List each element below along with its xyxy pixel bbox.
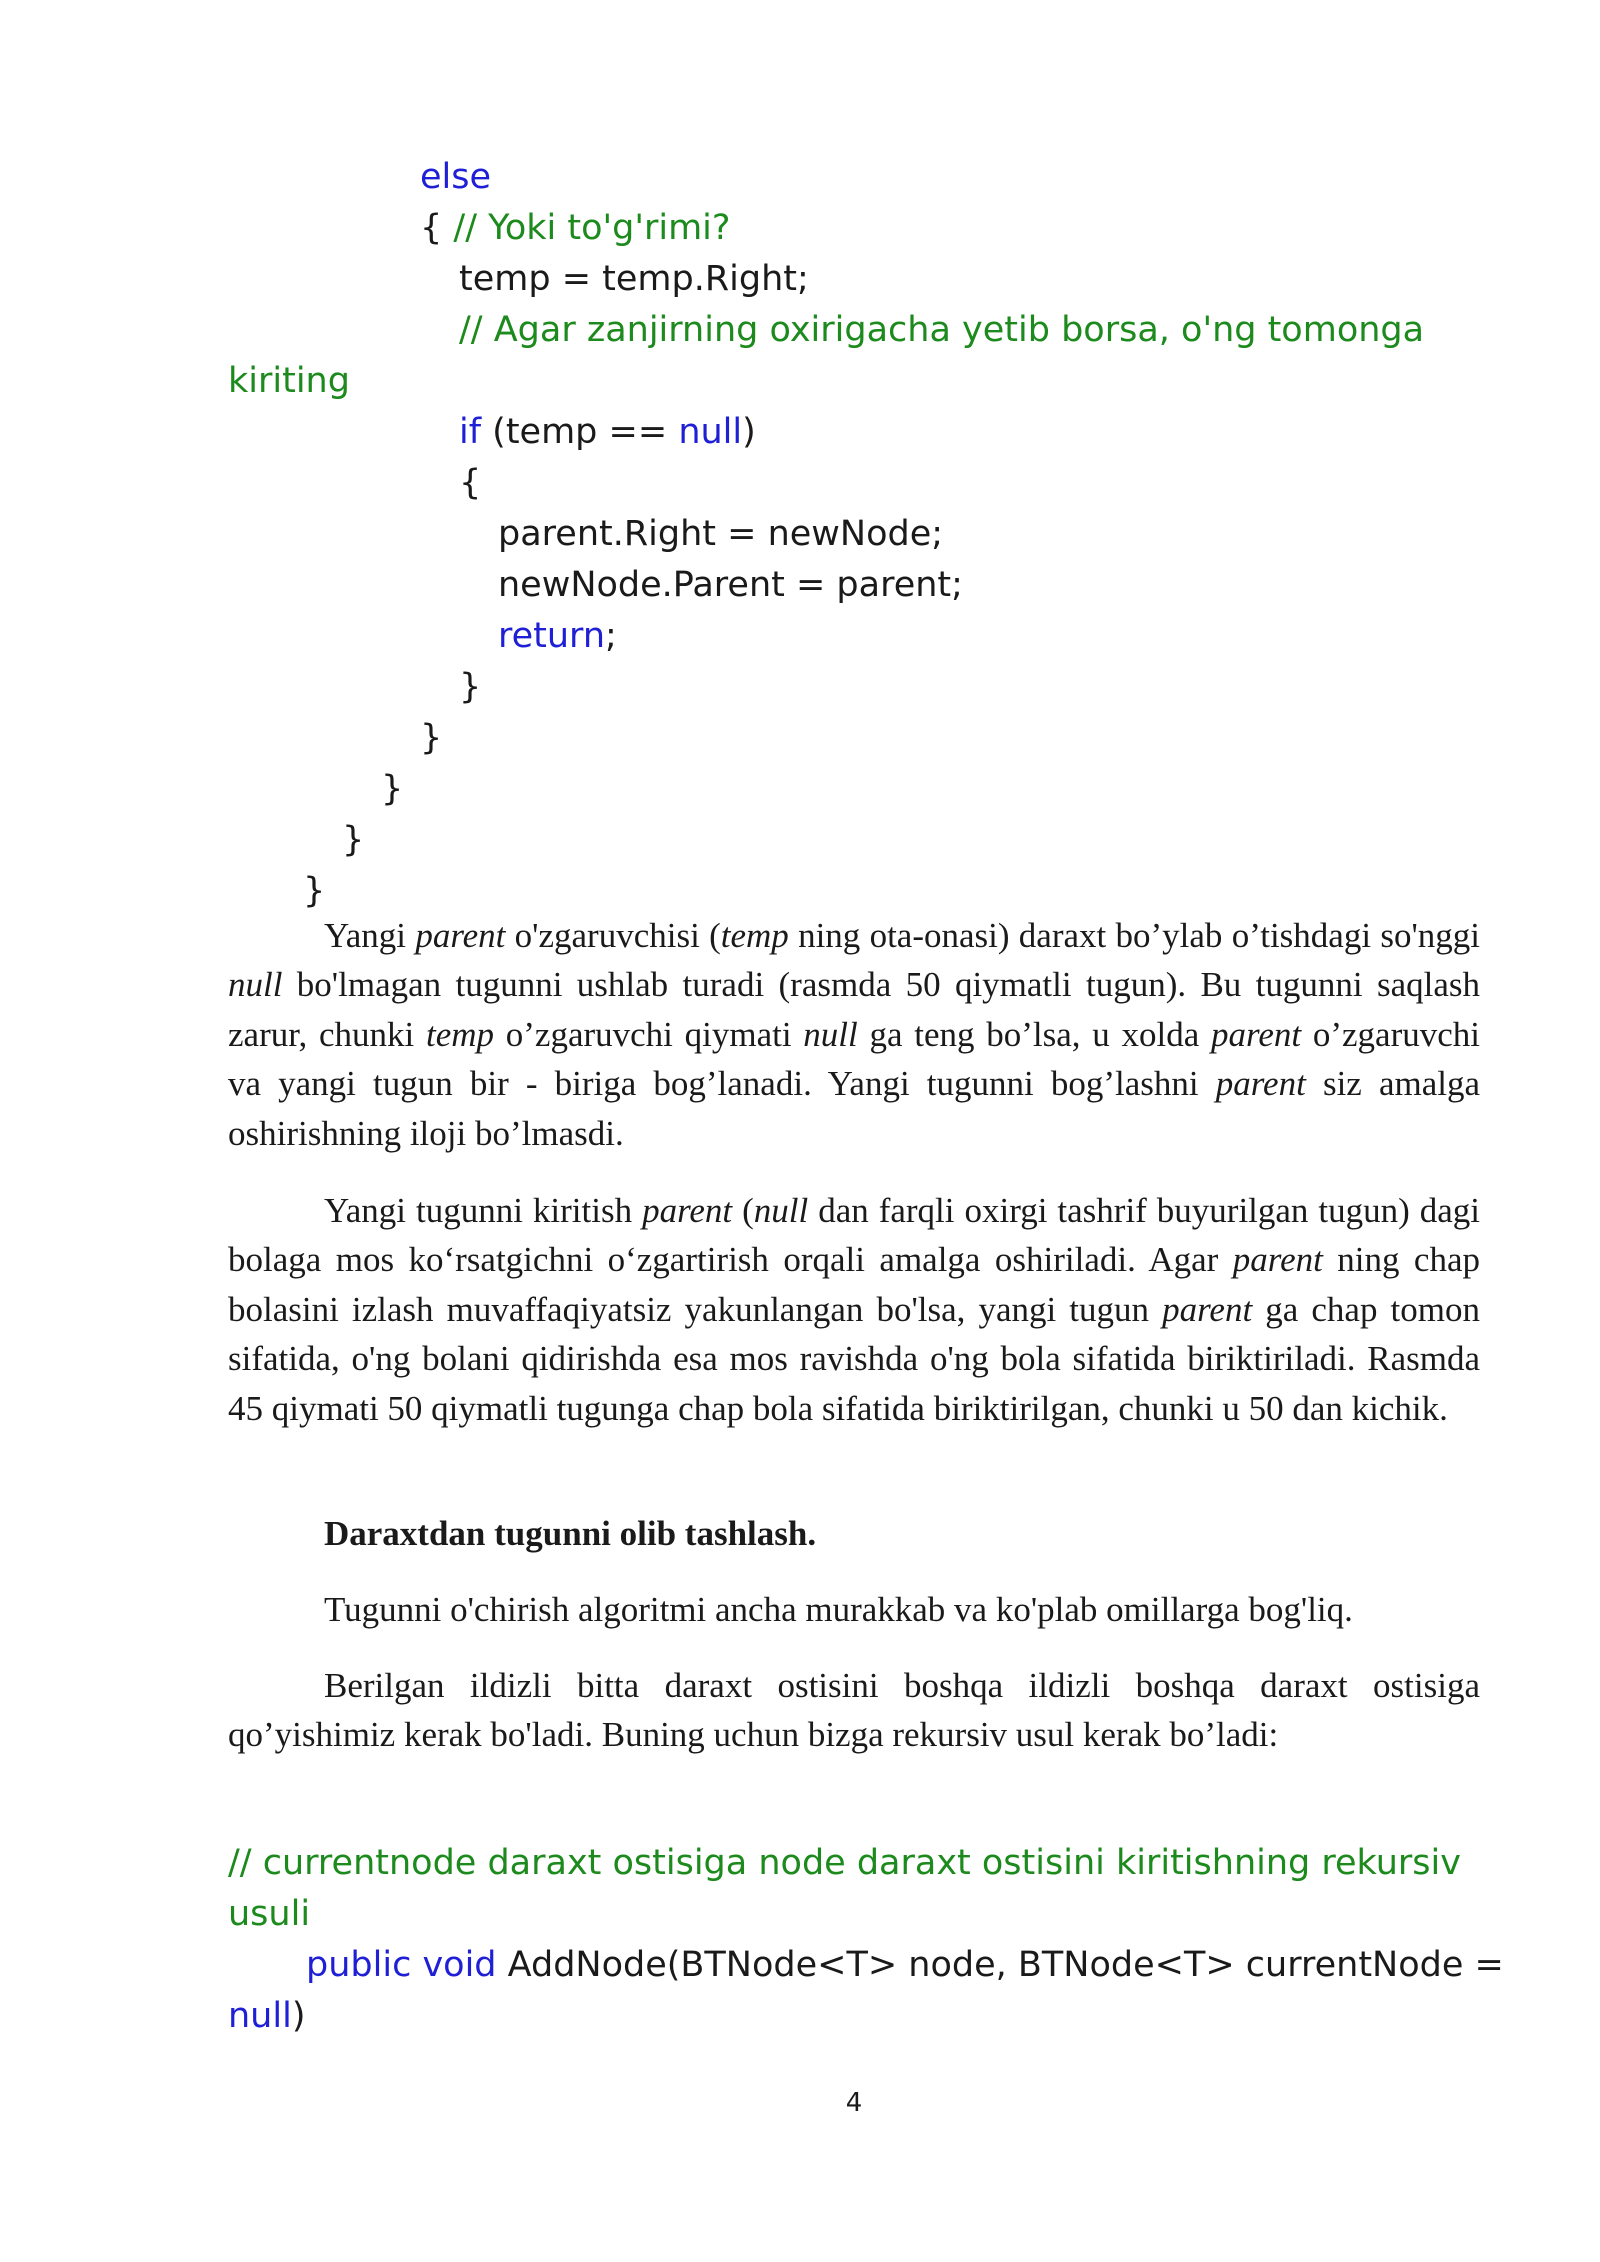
- code-kw-void: void: [422, 1945, 497, 1985]
- code-line-open-brace-comment: [420, 203, 730, 254]
- code-close-brace-3: }: [381, 769, 404, 809]
- code-kw-null: null: [678, 412, 743, 452]
- code-open-brace: {: [459, 463, 482, 503]
- code-comment-agar: // Agar zanjirning oxirigacha yetib borsa, o'ng tomonga: [459, 310, 1425, 350]
- code-close-brace-4: }: [342, 820, 365, 860]
- code-else: else: [420, 157, 492, 197]
- code-kw-null-default: null: [228, 1996, 292, 2036]
- code-semicolon: ;: [605, 616, 617, 656]
- code-kw-public: public: [306, 1945, 412, 1985]
- code-newnode-parent: newNode.Parent = parent;: [498, 565, 963, 605]
- code-close-brace-5: }: [303, 871, 326, 911]
- paragraph-delete-algorithm: Tugunni o'chirish algoritmi ancha murakkab va ko'plab omillarga bog'liq.: [324, 1590, 1353, 1629]
- code-close-brace-1: }: [459, 667, 482, 707]
- code-temp-assign: temp = temp.Right;: [459, 259, 809, 299]
- code-parent-right: parent.Right = newNode;: [498, 514, 944, 554]
- page-number: 4: [845, 2088, 863, 2118]
- code-if-cond: (temp ==: [481, 412, 679, 452]
- code-comment-usuli: usuli: [228, 1894, 311, 1934]
- code-comment: // Yoki to'g'rimi?: [453, 208, 731, 248]
- code-return-line: [498, 611, 617, 662]
- paragraph-subtree: Berilgan ildizli bitta daraxt ostisini boshqa ildizli boshqa daraxt ostisiga qo’yishimiz kerak bo'ladi. Buning uchun bizga rekursiv usul kerak bo’ladi:: [228, 1666, 1480, 1755]
- paragraph-parent-variable: Yangi parent o'zgaruvchisi (temp ning ota-onasi) daraxt bo’ylab o’tishdagi so'nggi null bo'lmagan tugunni ushlab turadi (rasmda 50 qiymatli tugun). Bu tugunni saqlash zarur, chunki temp o’zgaruvchi qiymati null ga teng bo’lsa, u xolda parent o’zgaruvchi va yangi tugun bir - biriga bog’lanadi. Yangi tugunni bog’lashni parent siz amalga oshirishning iloji bo’lmasdi.: [228, 916, 1480, 1153]
- code-close-brace-2: }: [420, 718, 443, 758]
- code-comment-currentnode: // currentnode daraxt ostisiga node daraxt ostisini kiritishning rekursiv: [228, 1843, 1461, 1883]
- code-kw-if: if: [459, 412, 482, 452]
- code-signature-close: ): [291, 1996, 306, 2036]
- code-if-close: ): [742, 412, 756, 452]
- code-comment-kiriting: kiriting: [228, 361, 350, 401]
- code-if-line: [459, 407, 756, 458]
- code-null-default: [228, 1991, 305, 2042]
- paragraph-insert-node: Yangi tugunni kiritish parent (null dan farqli oxirgi tashrif buyurilgan tugun) dagi bolaga mos ko‘rsatgichni o‘zgartirish orqali amalga oshiriladi. Agar parent ning chap bolasini izlash muvaffaqiyatsiz yakunlangan bo'lsa, yangi tugun parent ga chap tomon sifatida, o'ng bolani qidirishda esa mos ravishda o'ng bola sifatida biriktiriladi. Rasmda 45 qiymati 50 qiymatli tugunga chap bola sifatida biriktirilgan, chunki u 50 dan kichik.: [228, 1191, 1480, 1428]
- code-brace: {: [420, 208, 454, 248]
- code-addnode-signature: [306, 1940, 1504, 1991]
- section-heading: Daraxtdan tugunni olib tashlash.: [324, 1514, 817, 1553]
- code-signature: AddNode(BTNode<T> node, BTNode<T> currentNode =: [496, 1945, 1504, 1985]
- code-kw-return: return: [498, 616, 606, 656]
